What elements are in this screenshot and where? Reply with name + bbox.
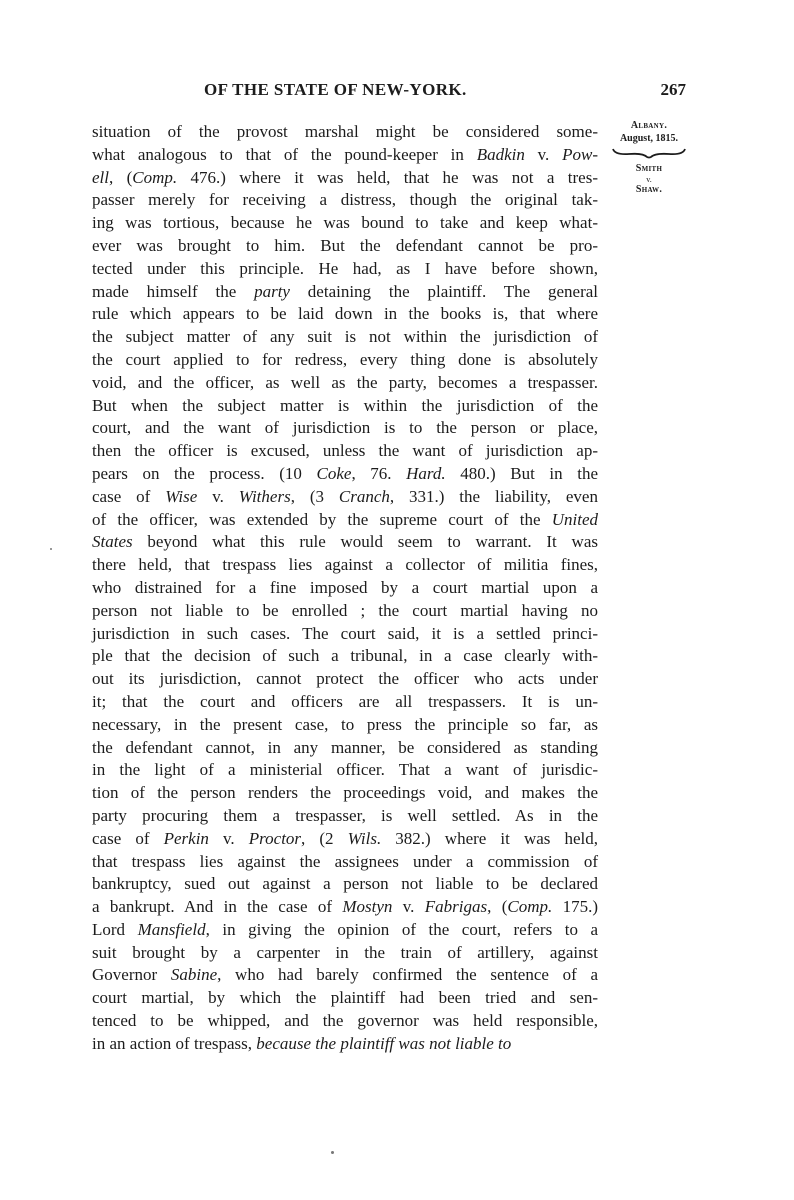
text-run: party procuring them a trespasser, is well settled. As in the: [92, 805, 598, 825]
margin-note-place: Albany.: [630, 120, 668, 131]
text-line: [92, 167, 598, 190]
running-title: OF THE STATE OF NEW-YORK.: [204, 80, 467, 99]
text-line: [92, 554, 598, 577]
text-run: ever was brought to him. But the defendant cannot be pro-: [92, 235, 598, 255]
italic-text: Badkin: [476, 144, 525, 164]
text-line: [92, 873, 598, 896]
text-line: [92, 600, 598, 623]
italic-text: Wise: [165, 486, 198, 506]
text-run: situation of the provost marshal might be considered some-: [92, 122, 598, 141]
text-run: , (2: [301, 828, 348, 848]
italic-text: Hard.: [406, 463, 446, 483]
text-line: [92, 737, 598, 760]
italic-text: Comp.: [507, 897, 553, 917]
italic-text: Sabine: [170, 965, 218, 985]
margin-speck: [50, 548, 52, 550]
text-line: [92, 691, 598, 714]
text-run: detaining the plaintiff. The general: [289, 281, 599, 301]
italic-text: Cranch: [338, 486, 390, 506]
text-line: [92, 463, 598, 486]
italic-text: ell: [92, 167, 109, 187]
text-run: what analogous to that of the pound-keeper in: [92, 144, 477, 164]
text-run: tion of the person renders the proceedings void, and makes the: [92, 783, 598, 803]
text-run: But when the subject matter is within the jurisdiction of the: [92, 395, 598, 415]
text-line: [92, 509, 598, 532]
italic-text: Mansfield: [137, 919, 206, 939]
text-line: [92, 235, 598, 258]
text-line: [92, 395, 598, 418]
text-run: , 76.: [351, 463, 407, 483]
text-run: 382.) where it was held,: [381, 828, 599, 848]
text-line: [92, 121, 598, 144]
text-line: [92, 645, 598, 668]
text-run: case of: [92, 486, 166, 506]
text-line: [92, 805, 598, 828]
text-run: made himself the: [92, 281, 255, 301]
text-line: [92, 303, 598, 326]
italic-text: Coke: [316, 463, 352, 483]
text-line: [92, 919, 598, 942]
text-run: there held, that trespass lies against a collector of militia fines,: [92, 555, 598, 575]
text-run: 175.): [552, 897, 599, 917]
italic-text: United: [551, 509, 598, 529]
text-run: case of: [92, 828, 164, 848]
text-run: , in giving the opinion of the court, refers to a: [205, 919, 599, 939]
text-line: [92, 987, 598, 1010]
page-number: 267: [660, 80, 686, 99]
text-run: person not liable to be enrolled ; the court martial having no: [92, 600, 598, 620]
italic-text: Mostyn: [342, 897, 393, 917]
text-run: void, and the officer, as well as the party, becomes a trespasser.: [92, 372, 598, 392]
text-run: v.: [392, 897, 425, 917]
footer-speck: [331, 1151, 334, 1154]
text-run: jurisdiction in such cases. The court said, it is a settled princi-: [92, 623, 598, 643]
text-line: [92, 623, 598, 646]
text-run: who distrained for a fine imposed by a court martial upon a: [92, 577, 598, 597]
text-line: [92, 258, 598, 281]
text-run: in the light of a ministerial officer. That a want of jurisdic-: [92, 760, 598, 780]
text-line: [92, 189, 598, 212]
text-run: it; that the court and officers are all trespassers. It is un-: [92, 691, 598, 711]
text-run: the court applied to for redress, every thing done is absolutely: [92, 349, 598, 369]
text-run: , who had barely confirmed the sentence of a: [217, 965, 598, 985]
text-run: 480.) But in the: [445, 463, 599, 483]
margin-note-party2: Shaw.: [635, 184, 663, 195]
text-run: bankruptcy, sued out against a person not liable to be declared: [92, 874, 598, 894]
italic-text: Comp.: [132, 167, 178, 187]
margin-note-date: August, 1815.: [619, 133, 679, 144]
text-run: a bankrupt. And in the case of: [92, 897, 343, 917]
italic-text: Proctor: [248, 828, 302, 848]
text-run: tected under this principle. He had, as I have before shown,: [92, 258, 598, 278]
margin-note: [608, 120, 690, 196]
italic-text: Wils.: [347, 828, 382, 848]
text-line: [92, 326, 598, 349]
text-run: that trespass lies against the assignees under a commission of: [92, 851, 598, 871]
text-run: tenced to be whipped, and the governor was held responsible,: [92, 1011, 598, 1031]
text-line: [92, 759, 598, 782]
italic-text: Pow-: [562, 144, 598, 164]
text-run: Lord: [92, 919, 138, 939]
page-header: [92, 80, 686, 104]
text-line: [92, 372, 598, 395]
text-run: v.: [197, 486, 239, 506]
text-line: [92, 896, 598, 919]
text-run: passer merely for receiving a distress, though the original tak-: [92, 190, 598, 210]
text-run: then the officer is excused, unless the want of jurisdiction ap-: [92, 441, 598, 461]
text-line: [92, 281, 598, 304]
text-run: of the officer, was extended by the supreme court of the: [92, 509, 552, 529]
text-run: pears on the process. (10: [92, 463, 317, 483]
text-line: [92, 668, 598, 691]
text-run: court martial, by which the plaintiff had been tried and sen-: [92, 988, 598, 1008]
text-run: necessary, in the present case, to press the principle so far, as: [92, 714, 598, 734]
text-line: [92, 440, 598, 463]
text-run: the subject matter of any suit is not within the jurisdiction of: [92, 327, 598, 347]
italic-text: because the plaintiff was not liable to: [256, 1033, 512, 1053]
italic-text: party: [254, 281, 290, 301]
text-line: [92, 577, 598, 600]
text-run: the defendant cannot, in any manner, be considered as standing: [92, 737, 598, 757]
text-line: [92, 212, 598, 235]
text-run: v.: [524, 144, 563, 164]
text-line: [92, 782, 598, 805]
margin-note-party1: Smith: [635, 163, 663, 174]
text-line: [92, 964, 598, 987]
text-line: [92, 349, 598, 372]
text-line: [92, 714, 598, 737]
text-line: [92, 942, 598, 965]
text-line: [92, 1010, 598, 1033]
italic-text: Perkin: [163, 828, 209, 848]
text-line: [92, 851, 598, 874]
text-run: 476.) where it was held, that he was not a tres-: [177, 167, 598, 187]
text-line: [92, 417, 598, 440]
margin-note-versus: v.: [646, 175, 652, 184]
text-run: ing was tortious, because he was bound to take and keep what-: [92, 213, 598, 233]
italic-text: Fabrigas: [424, 897, 488, 917]
text-run: rule which appears to be laid down in the books is, that where: [92, 304, 598, 324]
text-run: court, and the want of jurisdiction is to the person or place,: [92, 418, 598, 438]
text-run: out its jurisdiction, cannot protect the officer who acts under: [92, 669, 598, 689]
text-run: suit brought by a carpenter in the train of artillery, against: [92, 942, 598, 962]
brace-ornament: [611, 147, 687, 159]
text-line: [92, 828, 598, 851]
text-run: , (3: [290, 486, 339, 506]
text-run: , 331.) the liability, even: [389, 486, 598, 506]
text-line: [92, 1033, 598, 1056]
text-run: in an action of trespass,: [92, 1033, 257, 1053]
text-run: beyond what this rule would seem to warrant. It was: [132, 532, 598, 552]
text-run: Governor: [92, 965, 171, 985]
text-run: , (: [109, 167, 133, 187]
text-line: [92, 531, 598, 554]
text-line: [92, 144, 598, 167]
text-run: , (: [487, 897, 508, 917]
text-line: [92, 486, 598, 509]
text-run: ple that the decision of such a tribunal, in a case clearly with-: [92, 646, 598, 666]
italic-text: Withers: [238, 486, 291, 506]
body-text: [92, 121, 598, 1056]
text-run: v.: [208, 828, 249, 848]
italic-text: States: [92, 532, 133, 552]
